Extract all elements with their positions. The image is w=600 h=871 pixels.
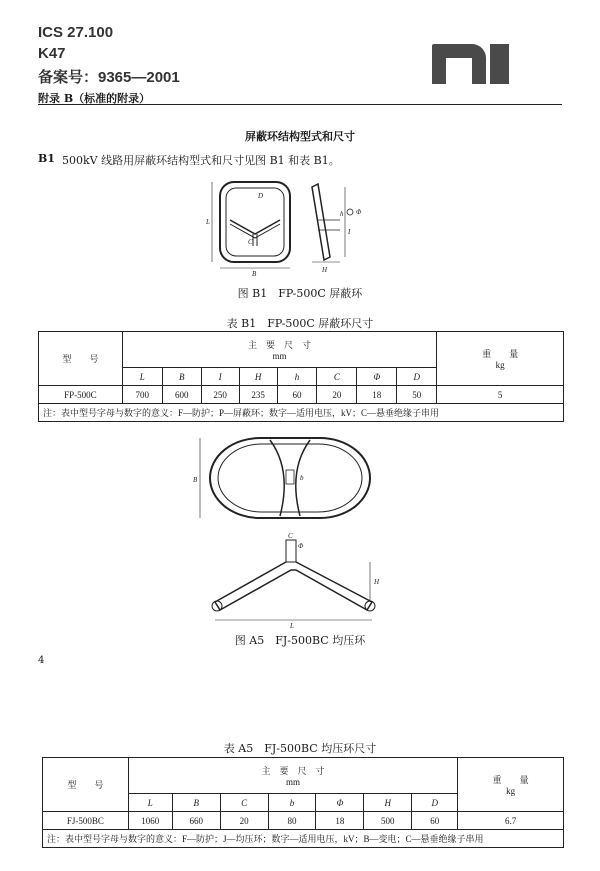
table-b1-col: H xyxy=(239,368,277,386)
svg-text:B: B xyxy=(193,476,198,484)
record-number: 备案号：9365—2001 xyxy=(38,69,180,86)
figure-a5-drawing xyxy=(190,430,410,630)
table-a5-cell: 60 xyxy=(412,812,458,830)
svg-text:C: C xyxy=(248,238,253,246)
svg-text:C: C xyxy=(288,532,293,540)
table-b1-col: Φ xyxy=(357,368,397,386)
table-b1-cell: 60 xyxy=(277,386,317,404)
table-b1-col: L xyxy=(122,368,162,386)
table-b1-cell: 250 xyxy=(201,386,239,404)
dim-label-l1: L xyxy=(206,218,210,226)
table-b1-weight: 5 xyxy=(437,386,564,404)
table-b1-col: h xyxy=(277,368,317,386)
svg-text:I: I xyxy=(348,228,351,236)
table-a5-weight: 6.7 xyxy=(458,812,564,830)
table-b1-model-header: 型 号 xyxy=(39,332,123,386)
table-a5-weight-header: 重 量 kg xyxy=(458,758,564,812)
svg-text:Φ: Φ xyxy=(298,542,304,550)
table-a5-col: b xyxy=(268,794,316,812)
table-a5-col: L xyxy=(128,794,172,812)
figure-b1-drawing xyxy=(200,172,400,280)
table-a5-cell: 80 xyxy=(268,812,316,830)
table-a5-col: D xyxy=(412,794,458,812)
table-b1-col: C xyxy=(317,368,357,386)
para-label: B1 xyxy=(38,152,55,165)
table-a5 xyxy=(42,757,564,848)
table-b1-col: D xyxy=(397,368,437,386)
k-code: K47 xyxy=(38,45,66,62)
table-a5-cell: 1060 xyxy=(128,812,172,830)
header-rule xyxy=(38,104,562,105)
table-b1-cell: 700 xyxy=(122,386,162,404)
svg-text:L: L xyxy=(290,622,294,630)
table-a5-col: H xyxy=(364,794,412,812)
table-b1-cell: 20 xyxy=(317,386,357,404)
table-b1-main-header: 主 要 尺 寸 mm xyxy=(122,332,436,368)
svg-text:H: H xyxy=(322,266,328,274)
svg-text:H: H xyxy=(374,578,380,586)
svg-text:B: B xyxy=(252,270,257,278)
page-number: 4 xyxy=(38,655,45,666)
svg-text:Φ: Φ xyxy=(356,208,362,216)
table-b1-cell: 18 xyxy=(357,386,397,404)
table-a5-main-header: 主 要 尺 寸 mm xyxy=(128,758,457,794)
figure-a5-caption: 图 A5 FJ-500BC 均压环 xyxy=(234,634,366,647)
table-b1-weight-header: 重 量 kg xyxy=(437,332,564,386)
table-a5-cell: 20 xyxy=(220,812,268,830)
section-title: 屏蔽环结构型式和尺寸 xyxy=(245,130,355,143)
table-a5-col: Φ xyxy=(316,794,364,812)
table-b1-cell: 50 xyxy=(397,386,437,404)
table-b1-col: B xyxy=(162,368,201,386)
table-b1-cell: 600 xyxy=(162,386,201,404)
para-text: 500kV 线路用屏蔽环结构型式和尺寸见图 B1 和表 B1。 xyxy=(62,154,340,167)
table-b1 xyxy=(38,331,564,422)
table-b1-caption: 表 B1 FP-500C 屏蔽环尺寸 xyxy=(226,317,374,330)
table-a5-model-header: 型 号 xyxy=(43,758,129,812)
table-a5-cell: 500 xyxy=(364,812,412,830)
ics-code: ICS 27.100 xyxy=(38,24,114,41)
svg-text:D: D xyxy=(258,192,264,200)
svg-text:h: h xyxy=(340,210,344,218)
table-a5-model: FJ-500BC xyxy=(43,812,129,830)
table-a5-note: 注：表中型号字母与数字的意义：F—防护；J—均压环；数字—适用电压，kV；B—变电；C—悬垂绝缘子串用 xyxy=(43,830,564,848)
table-a5-col: C xyxy=(220,794,268,812)
table-a5-col: B xyxy=(172,794,220,812)
table-b1-note: 注：表中型号字母与数字的意义：F—防护；P—屏蔽环；数字—适用电压，kV；C—悬垂绝缘子串用 xyxy=(39,404,564,422)
table-a5-cell: 18 xyxy=(316,812,364,830)
table-b1-col: I xyxy=(201,368,239,386)
table-b1-model: FP-500C xyxy=(39,386,123,404)
table-a5-cell: 660 xyxy=(172,812,220,830)
appendix-label: 附录 B（标准的附录） xyxy=(38,92,151,105)
svg-text:b: b xyxy=(300,474,304,482)
table-b1-cell: 235 xyxy=(239,386,277,404)
figure-b1-caption: 图 B1 FP-500C 屏蔽环 xyxy=(237,287,363,300)
table-a5-caption: 表 A5 FJ-500BC 均压环尺寸 xyxy=(223,742,377,755)
